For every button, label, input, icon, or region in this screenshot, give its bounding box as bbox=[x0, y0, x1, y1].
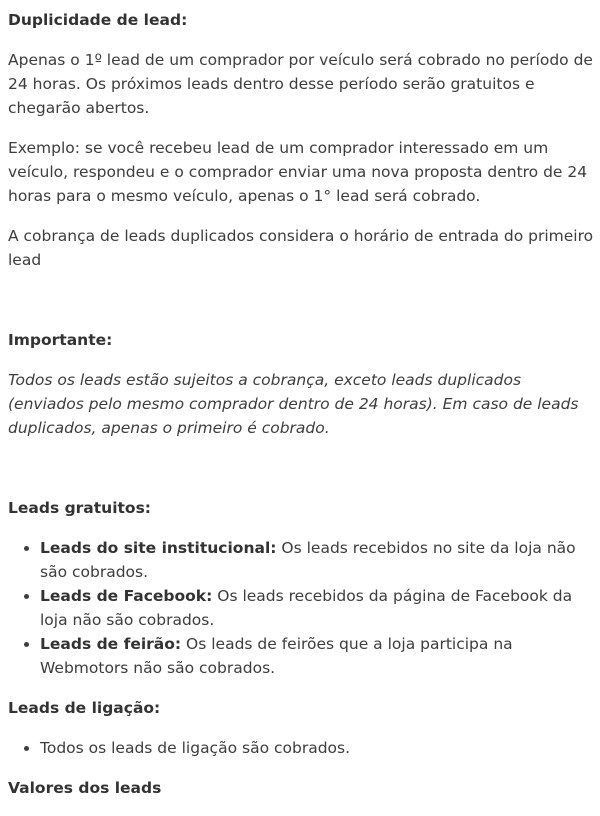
list-leads-gratuitos bbox=[8, 536, 598, 680]
list-leads-ligacao bbox=[8, 736, 598, 760]
list-item-text: Os leads de feirões que a loja participa na Webmotors não são cobrados. bbox=[40, 635, 513, 677]
paragraph-duplicidade-rule: Apenas o 1º lead de um comprador por veículo será cobrado no período de 24 horas. Os próximos leads dentro desse período serão gratuitos e chegarão abertos. bbox=[8, 51, 593, 117]
heading-leads-gratuitos: Leads gratuitos: bbox=[8, 499, 152, 517]
section-spacer bbox=[8, 288, 598, 328]
paragraph-duplicidade-note: A cobrança de leads duplicados considera o horário de entrada do primeiro lead bbox=[8, 227, 594, 269]
heading-importante: Importante: bbox=[8, 331, 113, 349]
heading-duplicidade: Duplicidade de lead: bbox=[8, 11, 188, 29]
list-item-label: Leads de feirão: bbox=[40, 635, 182, 653]
list-item-text: Os leads recebidos no site da loja não são cobrados. bbox=[40, 539, 576, 581]
section-spacer bbox=[8, 456, 598, 496]
list-item-facebook bbox=[40, 584, 598, 632]
heading-leads-ligacao: Leads de ligação: bbox=[8, 699, 161, 717]
list-item-feirao bbox=[40, 632, 598, 680]
list-item-label: Leads do site institucional: bbox=[40, 539, 277, 557]
list-item-label: Leads de Facebook: bbox=[40, 587, 213, 605]
paragraph-importante: Todos os leads estão sujeitos a cobrança, exceto leads duplicados (enviados pelo mesmo comprador dentro de 24 horas). Em caso de leads duplicados, apenas o primeiro é cobrado. bbox=[8, 371, 579, 437]
list-item-text: Os leads recebidos da página de Facebook da loja não são cobrados. bbox=[40, 587, 573, 629]
list-item-ligacao: • Todos os leads de ligação são cobrados. bbox=[40, 736, 598, 760]
paragraph-duplicidade-example: Exemplo: se você recebeu lead de um comprador interessado em um veículo, respondeu e o comprador enviar uma nova proposta dentro de 24 horas para o mesmo veículo, apenas o 1° lead será cobrado. bbox=[8, 139, 588, 205]
article-content bbox=[8, 8, 598, 816]
heading-valores-leads: Valores dos leads bbox=[8, 779, 162, 797]
list-item-site-institucional bbox=[40, 536, 598, 584]
